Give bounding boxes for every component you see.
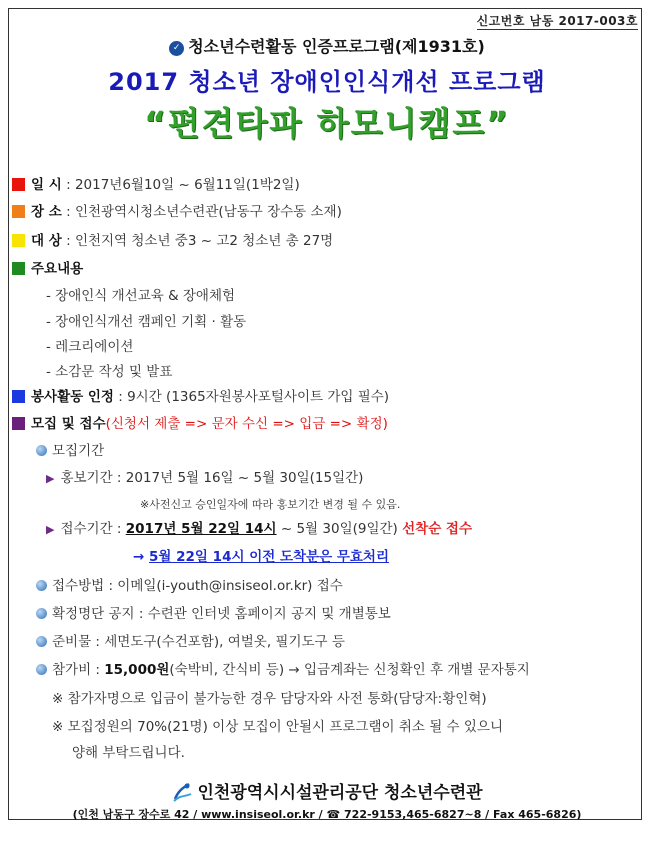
apply-method: 접수방법 : 이메일(i-youth@insiseol.or.kr) 접수 [52, 578, 343, 594]
program-title: 2017 청소년 장애인인식개선 프로그램 [108, 68, 546, 96]
recruit-row [12, 412, 388, 432]
fee-prefix: 참가비 : [52, 662, 105, 678]
target-value: 인천지역 청소년 중3 ~ 고2 청소년 총 27명 [74, 233, 334, 249]
period-title: 모집기간 [52, 443, 105, 459]
date-row [12, 173, 300, 193]
certification-badge-icon: ✓ [169, 41, 184, 56]
volunteer-value: 9시간 (1365자원봉사포털사이트 가입 필수) [127, 389, 390, 405]
certification-text: 청소년수련활동 인증프로그램(제1931호) [188, 37, 485, 56]
bullet-icon [36, 608, 47, 619]
address-line: (인천 남동구 장수로 42 / www.insiseol.or.kr / ☎ 722-9153,465-6827~8 / Fax 465-6826) [72, 808, 582, 821]
camp-name: “편견타파 하모니캠프” [144, 104, 510, 143]
note-deposit: ※ 참가자명으로 입금이 불가능한 경우 담당자와 사전 통화(담당자:황인혁) [52, 691, 487, 707]
recruit-label: 모집 및 접수 [31, 416, 106, 432]
note-cancel: ※ 모집정원의 70%(21명) 이상 모집이 안될시 프로그램이 취소 될 수 있으니 [52, 719, 504, 735]
date-sep: : [61, 177, 75, 193]
yellow-square-icon [12, 234, 25, 247]
certification-label [0, 34, 654, 57]
promo-note: ※사전신고 승인일자에 따라 홍보기간 변경 될 수 있음. [140, 498, 401, 511]
content-row [12, 257, 83, 277]
bullet-icon [36, 445, 47, 456]
place-value: 인천광역시청소년수련관(남동구 장수동 소재) [74, 204, 342, 220]
green-square-icon [12, 262, 25, 275]
blue-square-icon [12, 390, 25, 403]
announce-row [36, 602, 391, 622]
target-label: 대 상 [31, 233, 62, 249]
registration-number: 신고번호 남동 2017-003호 [476, 14, 638, 28]
supplies-text: 준비물 : 세면도구(수건포함), 여벌옷, 필기도구 등 [52, 634, 345, 650]
apply-rest: ~ 5월 30일(9일간) [276, 521, 403, 537]
place-sep: : [61, 204, 75, 220]
period-title-row [36, 439, 104, 459]
content-label: 주요내용 [31, 261, 84, 277]
organization-name [0, 778, 654, 803]
triangle-icon: ▶ [46, 523, 55, 536]
content-item: - 장애인식 개선교육 & 장애체험 [46, 288, 236, 304]
date-value: 2017년6월10일 ~ 6월11일(1박2일) [74, 177, 300, 193]
apply-row [46, 517, 472, 537]
place-label: 장 소 [31, 204, 62, 220]
place-row [12, 200, 342, 220]
triangle-icon: ▶ [46, 472, 55, 485]
invalid-notice: 5월 22일 14시 이전 도착분은 무효처리 [149, 549, 390, 565]
content-item: - 장애인식개선 캠페인 기획 · 활동 [46, 314, 247, 330]
organization-text: 인천광역시시설관리공단 청소년수련관 [197, 783, 483, 803]
volunteer-sep: : [113, 389, 128, 405]
volunteer-row [12, 385, 389, 405]
fee-rest: (숙박비, 간식비 등) → 입금계좌는 신청확인 후 개별 문자통지 [169, 662, 530, 678]
first-come-label: 선착순 접수 [402, 521, 473, 537]
volunteer-label: 봉사활동 인정 [31, 389, 114, 405]
fee-row [36, 658, 530, 678]
organization-logo-icon [171, 781, 193, 803]
purple-square-icon [12, 417, 25, 430]
promo-period: 홍보기간 : 2017년 5월 16일 ~ 5월 30일(15일간) [60, 470, 364, 486]
bullet-icon [36, 636, 47, 647]
apply-prefix: 접수기간 : [60, 521, 126, 537]
orange-square-icon [12, 205, 25, 218]
recruit-flow: (신청서 제출 => 문자 수신 => 입금 => 확정) [105, 416, 388, 432]
content-item: - 소감문 작성 및 발표 [46, 364, 173, 380]
announce-text: 확정명단 공지 : 수련관 인터넷 홈페이지 공지 및 개별통보 [52, 606, 391, 622]
bullet-icon [36, 664, 47, 675]
apply-start: 2017년 5월 22일 14시 [125, 521, 277, 537]
bullet-icon [36, 580, 47, 591]
target-row [12, 229, 333, 249]
method-row [36, 574, 343, 594]
content-item: - 레크리에이션 [46, 339, 134, 355]
note-cancel-cont: 양해 부탁드립니다. [72, 745, 185, 761]
red-square-icon [12, 178, 25, 191]
arrow-icon: → [133, 549, 150, 565]
fee-amount: 15,000원 [104, 662, 170, 678]
invalid-row [133, 545, 389, 565]
target-sep: : [61, 233, 75, 249]
date-label: 일 시 [31, 177, 62, 193]
promo-row [46, 466, 363, 486]
supplies-row [36, 630, 345, 650]
